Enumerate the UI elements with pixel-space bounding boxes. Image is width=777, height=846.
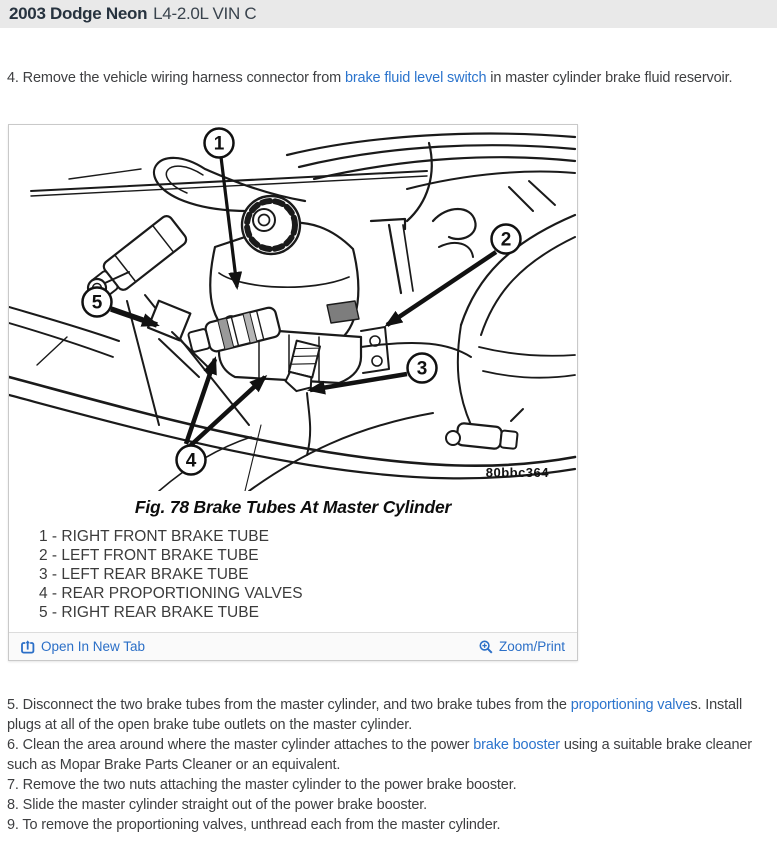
svg-text:5: 5 — [91, 292, 103, 314]
brake-booster-link[interactable]: brake booster — [473, 737, 560, 753]
legend-item-1: 1 - RIGHT FRONT BRAKE TUBE — [39, 528, 269, 545]
zoom-icon — [479, 640, 493, 654]
callout-5 — [83, 288, 112, 317]
svg-text:2: 2 — [500, 229, 512, 251]
open-in-new-tab-label: Open In New Tab — [41, 639, 146, 654]
figure-legend — [9, 518, 577, 632]
step-5-text: 5. Disconnect the two brake tubes from the master cylinder, and two brake tubes from the — [7, 697, 571, 713]
svg-text:4: 4 — [185, 450, 197, 472]
brake-fluid-level-switch-link[interactable]: brake fluid level switch — [344, 70, 487, 86]
figure-footer — [9, 632, 577, 660]
step-4 — [7, 68, 770, 88]
figure-image-code: 80bbc364 — [485, 465, 549, 480]
svg-text:1: 1 — [213, 133, 225, 155]
callout-3 — [408, 354, 437, 383]
legend-item-4: 4 - REAR PROPORTIONING VALVES — [39, 585, 303, 602]
svg-text:3: 3 — [416, 358, 428, 380]
open-in-new-tab-icon — [21, 640, 35, 654]
proportioning-valve-link[interactable]: proportioning valve — [570, 697, 691, 713]
callout-1 — [205, 129, 234, 158]
step-8: 8. Slide the master cylinder straight out of the power brake booster. — [7, 797, 428, 813]
legend-item-2: 2 - LEFT FRONT BRAKE TUBE — [39, 547, 259, 564]
engine-subtitle: L4-2.0L VIN C — [153, 4, 257, 23]
open-in-new-tab-button[interactable] — [21, 639, 145, 654]
legend-item-3: 3 - LEFT REAR BRAKE TUBE — [39, 566, 249, 583]
procedure-steps — [0, 695, 777, 835]
brake-tubes-diagram[interactable] — [9, 125, 577, 491]
step-9: 9. To remove the proportioning valves, unthread each from the master cylinder. — [7, 817, 501, 833]
step-4-text-end: in master cylinder brake fluid reservoir. — [486, 70, 733, 86]
vehicle-title: 2003 Dodge Neon — [9, 4, 148, 23]
page-header — [0, 0, 777, 28]
zoom-print-button[interactable] — [479, 639, 565, 654]
figure-card — [8, 124, 578, 661]
legend-item-5: 5 - RIGHT REAR BRAKE TUBE — [39, 604, 259, 621]
step-6 — [7, 735, 770, 775]
zoom-print-label: Zoom/Print — [498, 639, 565, 654]
step-6-text: 6. Clean the area around where the master cylinder attaches to the power — [7, 737, 474, 753]
step-6-text-end: using a suitable brake cleaner such as Mopar Brake Parts Cleaner or an equivalent. — [7, 737, 752, 773]
callout-2 — [492, 225, 521, 254]
step-4-text: 4. Remove the vehicle wiring harness connector from — [7, 70, 345, 86]
step-5 — [7, 695, 770, 735]
figure-caption: Fig. 78 Brake Tubes At Master Cylinder — [134, 497, 452, 517]
step-5-text-end: s. Install plugs at all of the open brake tube outlets on the master cylinder. — [7, 697, 743, 733]
callout-4 — [177, 446, 206, 475]
step-7: 7. Remove the two nuts attaching the master cylinder to the power brake booster. — [7, 777, 517, 793]
